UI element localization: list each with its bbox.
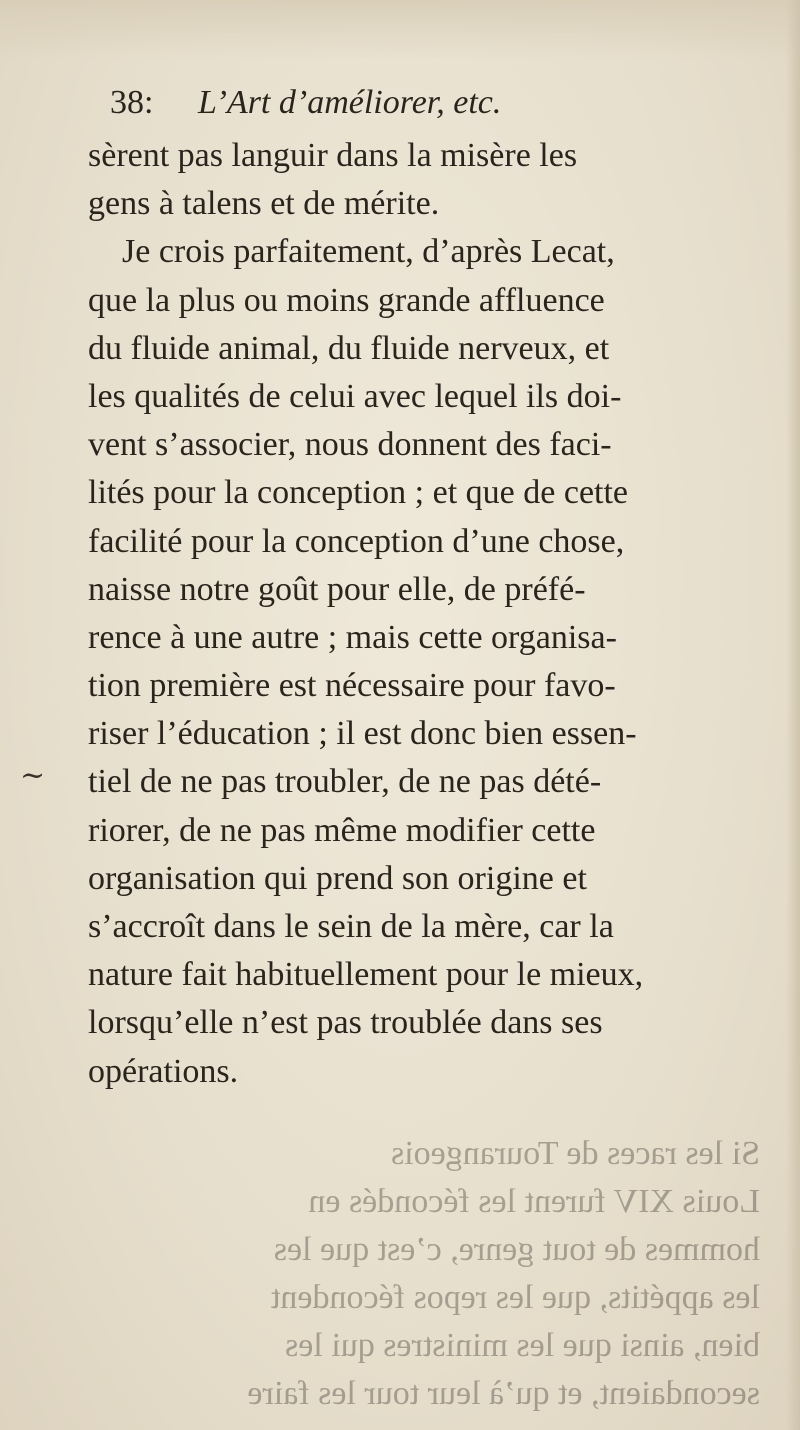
text-line: riser l’éducation ; il est donc bien essen- <box>88 715 637 753</box>
margin-mark: ~ <box>20 758 46 793</box>
bleed-line: Louis XIV furent les fécondés en <box>308 1183 760 1220</box>
text-line: naisse notre goût pour elle, de préfé- <box>88 570 586 608</box>
text-line: tiel de ne pas troubler, de ne pas dété- <box>88 763 602 801</box>
text-line: s’accroît dans le sein de la mère, car la <box>88 908 614 945</box>
text-line: sèrent pas languir dans la misère les <box>88 137 578 174</box>
text-line: tion première est nécessaire pour favo- <box>88 667 616 705</box>
text-line: lités pour la conception ; et que de cette <box>88 474 629 512</box>
bleed-line: Si les races de Tourangeois <box>390 1135 760 1172</box>
text-line: lorsqu’elle n’est pas troublée dans ses <box>88 1004 603 1042</box>
page-right-edge <box>786 0 800 1430</box>
bleed-line: secondaient, et qu’à leur tour les faire <box>247 1375 760 1412</box>
page-header <box>110 78 750 128</box>
text-line: Je crois parfaitement, d’après Lecat, <box>122 233 615 271</box>
text-line: nature fait habituellement pour le mieux, <box>88 956 644 994</box>
text-line: gens à talens et de mérite. <box>88 185 440 223</box>
running-title: L’Art d’améliorer, etc. <box>197 84 502 121</box>
body-text <box>88 132 778 1096</box>
bleed-line: bien, ainsi que les ministres qui les <box>285 1327 760 1364</box>
text-line: riorer, de ne pas même modifier cette <box>88 811 596 849</box>
text-line: rence à une autre ; mais cette organisa- <box>88 618 617 656</box>
text-line: les qualités de celui avec lequel ils doi- <box>88 377 622 415</box>
text-line: du fluide animal, du fluide nerveux, et <box>88 329 610 367</box>
text-line: organisation qui prend son origine et <box>88 859 587 897</box>
page-top-edge <box>0 0 800 60</box>
text-line: facilité pour la conception d’une chose, <box>88 522 625 560</box>
bleed-line: les appétits, que les repos fécondent <box>270 1279 760 1316</box>
bleed-through-text <box>110 1130 760 1418</box>
text-line: que la plus ou moins grande affluence <box>88 281 605 319</box>
page-number: 38: <box>110 84 154 121</box>
text-line: opérations. <box>88 1052 239 1090</box>
bleed-line: hommes de tout genre, c’est que les <box>273 1231 760 1268</box>
text-line: vent s’associer, nous donnent des faci- <box>88 426 612 464</box>
